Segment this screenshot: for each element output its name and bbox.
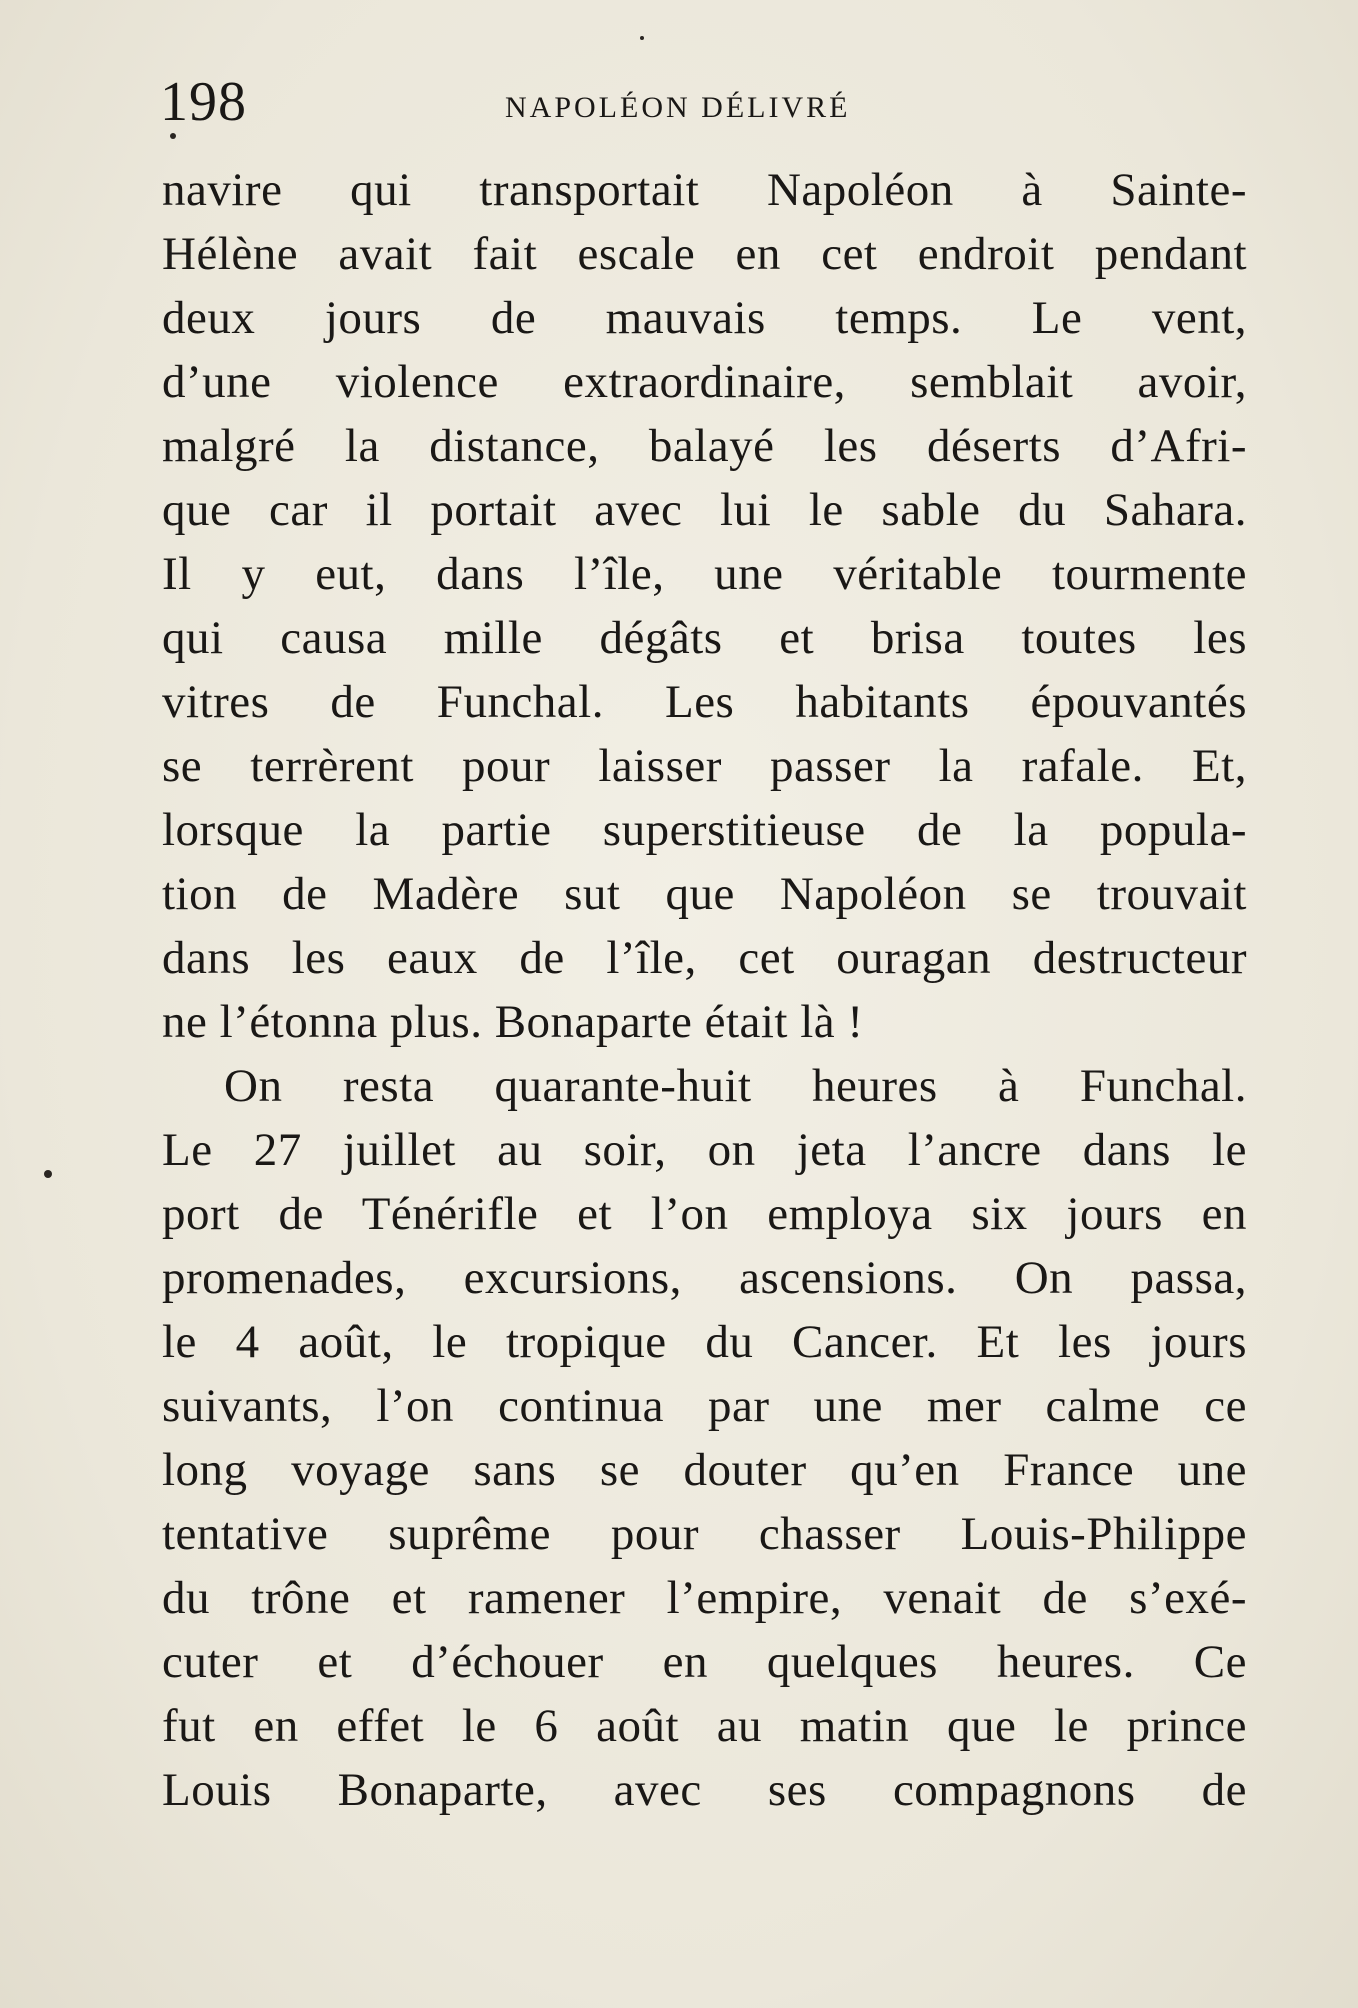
text-line: malgré la distance, balayé les déserts d’Afri- xyxy=(162,420,1247,472)
text-line: le 4 août, le tropique du Cancer. Et les jours xyxy=(162,1316,1247,1368)
text-line: long voyage sans se douter qu’en France une xyxy=(162,1444,1247,1496)
text-line: cuter et d’échouer en quelques heures. Ce xyxy=(162,1636,1247,1688)
ink-speck xyxy=(170,133,176,139)
text-line: Le 27 juillet au soir, on jeta l’ancre dans le xyxy=(162,1124,1247,1176)
text-line: Hélène avait fait escale en cet endroit pendant xyxy=(162,228,1247,280)
text-line: fut en effet le 6 août au matin que le prince xyxy=(162,1700,1247,1752)
text-line: Louis Bonaparte, avec ses compagnons de xyxy=(162,1764,1247,1816)
text-line: dans les eaux de l’île, cet ouragan destructeur xyxy=(162,932,1247,984)
page-header xyxy=(160,62,1240,142)
text-line: vitres de Funchal. Les habitants épouvantés xyxy=(162,676,1247,728)
text-line: suivants, l’on continua par une mer calme ce xyxy=(162,1380,1247,1432)
text-line: On resta quarante-huit heures à Funchal. xyxy=(224,1060,1247,1112)
text-line: Il y eut, dans l’île, une véritable tourmente xyxy=(162,548,1247,600)
text-line: d’une violence extraordinaire, semblait avoir, xyxy=(162,356,1247,408)
text-line: ne l’étonna plus. Bonaparte était là ! xyxy=(162,996,864,1048)
text-line: du trône et ramener l’empire, venait de s’exé- xyxy=(162,1572,1247,1624)
text-line: que car il portait avec lui le sable du Sahara. xyxy=(162,484,1247,536)
text-line: tentative suprême pour chasser Louis-Philippe xyxy=(162,1508,1247,1560)
ink-speck xyxy=(640,36,644,40)
text-line: se terrèrent pour laisser passer la rafale. Et, xyxy=(162,740,1247,792)
body-text xyxy=(162,158,1247,1822)
text-line: port de Ténérifle et l’on employa six jours en xyxy=(162,1188,1247,1240)
text-line: lorsque la partie superstitieuse de la popula- xyxy=(162,804,1247,856)
text-line: deux jours de mauvais temps. Le vent, xyxy=(162,292,1247,344)
page-number: 198 xyxy=(160,71,247,133)
ink-speck xyxy=(44,1170,52,1178)
running-title: NAPOLÉON DÉLIVRÉ xyxy=(505,91,851,124)
text-line: navire qui transportait Napoléon à Sainte- xyxy=(162,164,1247,216)
text-line: qui causa mille dégâts et brisa toutes les xyxy=(162,612,1247,664)
text-line: tion de Madère sut que Napoléon se trouvait xyxy=(162,868,1247,920)
text-line: promenades, excursions, ascensions. On passa, xyxy=(162,1252,1247,1304)
